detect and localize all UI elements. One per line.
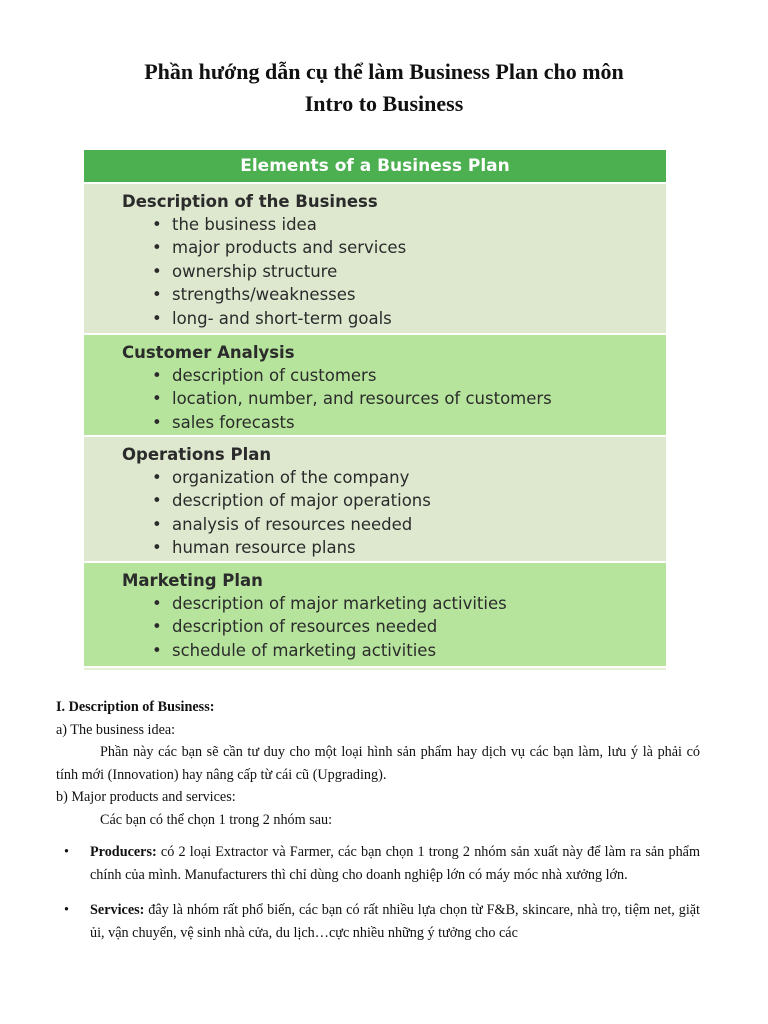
list-item: • sales forecasts (150, 411, 666, 434)
list-item: • strengths/weaknesses (150, 283, 666, 306)
list-item: • ownership structure (150, 260, 666, 283)
producer-service-list (56, 841, 700, 945)
list-item: • analysis of resources needed (150, 513, 666, 536)
list-item: • organization of the company (150, 466, 666, 489)
list-item: • description of customers (150, 364, 666, 387)
list-item: • major products and services (150, 236, 666, 259)
bullet-label: Producers: (90, 844, 157, 860)
business-plan-elements-figure (84, 150, 666, 670)
section-title: Operations Plan (122, 445, 272, 464)
paragraph-a: Phần này các bạn sẽ cần tư duy cho một loại hình sản phẩm hay dịch vụ các bạn làm, lưu ý là phải có tính mới (Innovation) hay nâng cấp từ cái cũ (Upgrading). (56, 744, 700, 783)
title-line-2: Intro to Business (304, 91, 464, 116)
list-item: • the business idea (150, 213, 666, 236)
bullet-text: đây là nhóm rất phổ biến, các bạn có rất nhiều lựa chọn từ F&B, skincare, nhà trọ, tiệm net, giặt ủi, vận chuyển, vệ sinh nhà cửa, du lịch…cực nhiều những ý tưởng cho các (90, 902, 700, 941)
section-title: Marketing Plan (122, 571, 263, 590)
section-marketing-plan (84, 561, 666, 666)
list-item: • location, number, and resources of customers (150, 387, 666, 410)
section-customer-analysis (84, 333, 666, 435)
subheading-a: a) The business idea: (56, 721, 176, 738)
section-operations-plan (84, 435, 666, 561)
section-title: Description of the Business (122, 192, 378, 211)
list-item: • schedule of marketing activities (150, 639, 666, 662)
title-line-1: Phần hướng dẫn cụ thể làm Business Plan cho môn (144, 59, 624, 84)
list-item: • description of resources needed (150, 615, 666, 638)
section-description-of-business (84, 182, 666, 333)
bullet-icon: • (64, 902, 69, 918)
document-body (56, 696, 700, 957)
list-item: • long- and short-term goals (150, 307, 666, 330)
bullet-text: có 2 loại Extractor và Farmer, các bạn chọn 1 trong 2 nhóm sản xuất này để làm ra sản phẩm chính của mình. Manufacturers thì chỉ dùng cho doanh nghiệp lớn có máy móc nhà xưởng lớn. (90, 844, 700, 883)
section-heading: I. Description of Business: (56, 699, 215, 715)
paragraph-b: Các bạn có thể chọn 1 trong 2 nhóm sau: (100, 811, 333, 828)
list-item: • human resource plans (150, 536, 666, 559)
list-item: • description of major marketing activities (150, 592, 666, 615)
list-item: • description of major operations (150, 489, 666, 512)
subheading-b: b) Major products and services: (56, 789, 236, 805)
bullet-icon: • (64, 844, 69, 860)
figure-header: Elements of a Business Plan (84, 150, 666, 182)
list-item-producers (56, 841, 700, 887)
document-title (0, 56, 768, 120)
bullet-label: Services: (90, 902, 145, 918)
section-title: Customer Analysis (122, 343, 295, 362)
list-item-services (56, 899, 700, 945)
